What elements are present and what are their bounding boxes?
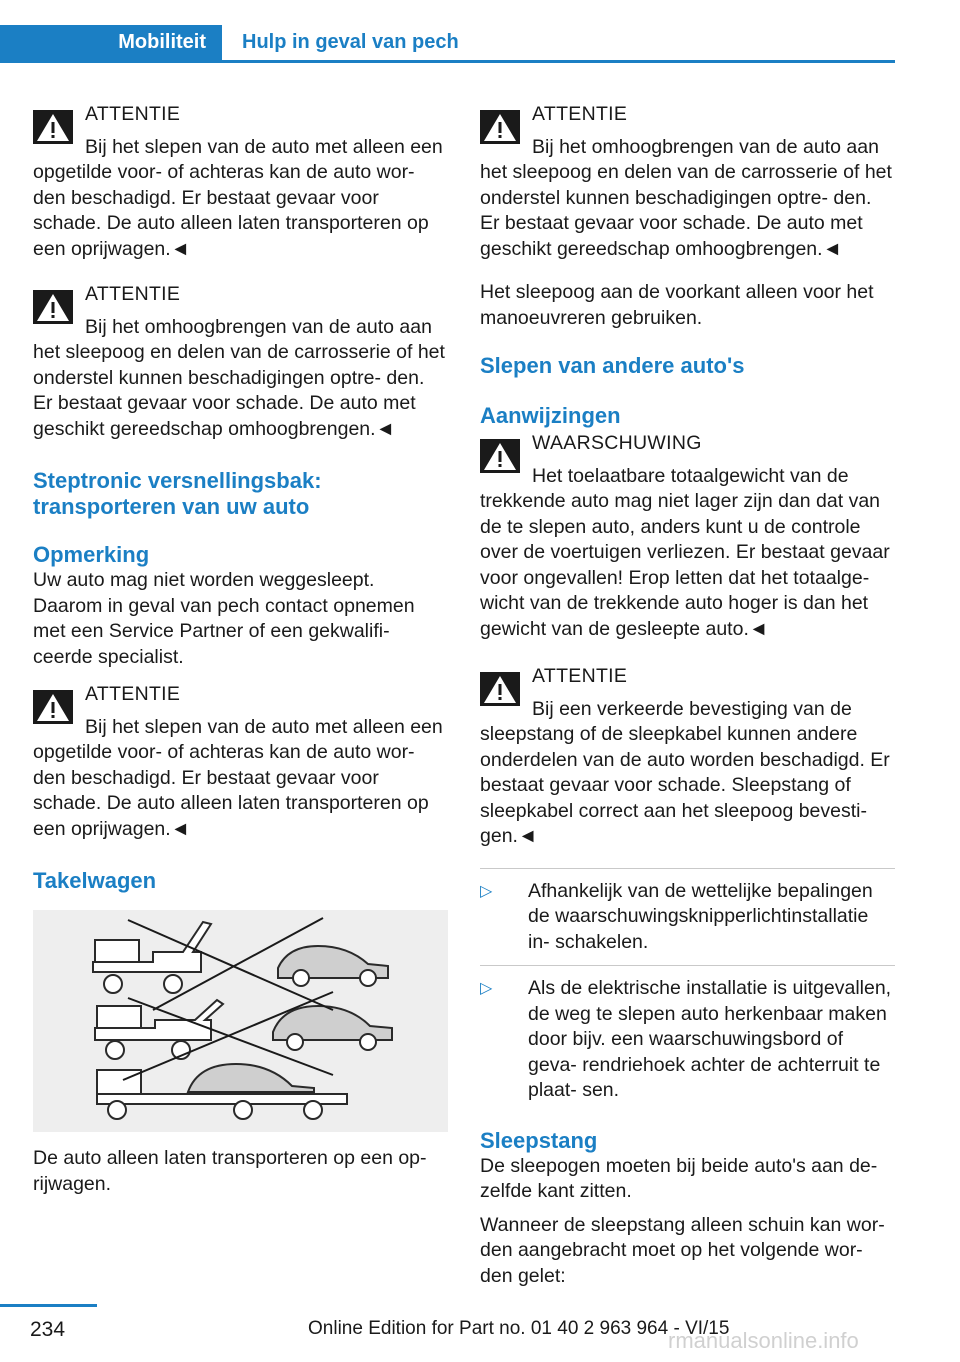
paragraph-sleepstang-2: Wanneer de sleepstang alleen schuin kan wor- den aangebracht moet op het volgende wor- den gelet: bbox=[480, 1213, 885, 1287]
list-divider bbox=[480, 868, 895, 869]
triangle-bullet-icon: ▷ bbox=[480, 882, 493, 900]
list-item-text: Als de elektrische installatie is uitgevallen, de weg te slepen auto herkenbaar maken door bijv. een waarschuwingsbord of geva- rendriehoek achter de achterruit te plaat- sen. bbox=[528, 977, 892, 1101]
right-column bbox=[480, 100, 895, 1297]
caption-oprijwagen: De auto alleen laten transporteren op een op- rijwagen. bbox=[33, 1147, 427, 1195]
notice-title: ATTENTIE bbox=[85, 683, 181, 705]
notice-body: Het toelaatbare totaalgewicht van de trekkende auto mag niet lager zijn dan dat van de te slepen auto, anders kunt u de controle over de voertuigen verliezen. Er bestaat gevaar voor ongevallen! Erop letten dat het totaalge- wicht van de trekkende auto hoger is dan het gewicht van de gesleepte auto.◄ bbox=[480, 464, 890, 640]
notice-title: WAARSCHUWING bbox=[532, 432, 702, 454]
tow-truck-illustration bbox=[33, 910, 448, 1132]
attention-notice bbox=[33, 280, 448, 442]
edition-note: Online Edition for Part no. 01 40 2 963 964 - VI/15 bbox=[308, 1318, 730, 1339]
list-divider bbox=[480, 965, 895, 966]
list-item-text: Afhankelijk van de wettelijke bepalingen de waarschuwingsknipperlichtinstallatie in- schakelen. bbox=[528, 879, 873, 953]
paragraph-opmerking: Uw auto mag niet worden weggesleept. Daarom in geval van pech contact opnemen met een Service Partner of een gekwalifi- ceerde specialist. bbox=[33, 569, 415, 668]
subheading-takelwagen: Takelwagen bbox=[33, 868, 157, 893]
attention-notice bbox=[480, 100, 895, 262]
warning-triangle-icon bbox=[33, 110, 73, 144]
left-column bbox=[33, 100, 448, 1205]
section-heading-steptronic: Steptronic versnellingsbak: transporteren van uw auto bbox=[33, 468, 322, 519]
notice-title: ATTENTIE bbox=[85, 283, 181, 305]
notice-body: Bij een verkeerde bevestiging van de sleepstang of de sleepkabel kunnen andere onderdelen van de auto worden beschadigd. Er bestaat gevaar voor schade. Sleepstang of sleepkabel correct aan het sleepoog bevesti- gen.◄ bbox=[480, 697, 890, 847]
warning-triangle-icon bbox=[480, 439, 520, 473]
notice-title: ATTENTIE bbox=[532, 665, 628, 687]
attention-notice bbox=[480, 662, 895, 850]
warning-triangle-icon bbox=[33, 290, 73, 324]
subheading-sleepstang: Sleepstang bbox=[480, 1127, 598, 1153]
notice-title: ATTENTIE bbox=[532, 103, 628, 125]
warning-triangle-icon bbox=[480, 110, 520, 144]
paragraph-sleepstang-1: De sleepogen moeten bij beide auto's aan de- zelfde kant zitten. bbox=[480, 1154, 878, 1202]
notice-body: Bij het slepen van de auto met alleen een opgetilde voor- of achteras kan de auto wor- den beschadigd. Er bestaat gevaar voor schade. De auto alleen laten transporteren op een oprijwagen.◄ bbox=[33, 135, 443, 260]
subheading-opmerking: Opmerking bbox=[33, 542, 150, 567]
page-number: 234 bbox=[30, 1318, 66, 1341]
subheading-aanwijzingen: Aanwijzingen bbox=[480, 403, 621, 428]
attention-notice bbox=[33, 680, 448, 842]
tab-mobiliteit[interactable]: Mobiliteit bbox=[0, 25, 222, 60]
notice-body: Bij het omhoogbrengen van de auto aan het sleepoog en delen van de carrosserie of het onderstel kunnen beschadigingen optre- den. Er bestaat gevaar voor schade. De auto met geschikt gereedschap omhoogbrengen.◄ bbox=[480, 135, 892, 260]
list-item bbox=[480, 879, 895, 956]
footer-divider bbox=[0, 1304, 97, 1307]
watermark: rmanualsonline.info bbox=[668, 1328, 859, 1353]
tab-hulp-in-geval-van-pech[interactable]: Hulp in geval van pech bbox=[242, 31, 459, 53]
warning-triangle-icon bbox=[480, 672, 520, 706]
paragraph-sleepoog: Het sleepoog aan de voorkant alleen voor het manoeuvreren gebruiken. bbox=[480, 281, 874, 329]
notice-body: Bij het slepen van de auto met alleen een opgetilde voor- of achteras kan de auto wor- den beschadigd. Er bestaat gevaar voor schade. De auto alleen laten transporteren op een oprijwagen.◄ bbox=[33, 715, 443, 840]
section-heading-slepen: Slepen van andere auto's bbox=[480, 353, 745, 378]
warning-triangle-icon bbox=[33, 690, 73, 724]
triangle-bullet-icon: ▷ bbox=[480, 980, 493, 997]
notice-body: Bij het omhoogbrengen van de auto aan het sleepoog en delen van de carrosserie of het onderstel kunnen beschadigingen optre- den. Er bestaat gevaar voor schade. De auto met geschikt gereedschap omhoogbrengen.◄ bbox=[33, 315, 445, 440]
tow-truck-drawing bbox=[33, 910, 448, 1132]
page-header bbox=[0, 25, 895, 63]
list-item bbox=[480, 976, 895, 1104]
header-divider bbox=[0, 60, 895, 63]
attention-notice bbox=[33, 100, 448, 262]
notice-title: ATTENTIE bbox=[85, 103, 181, 125]
warning-notice bbox=[480, 429, 895, 642]
